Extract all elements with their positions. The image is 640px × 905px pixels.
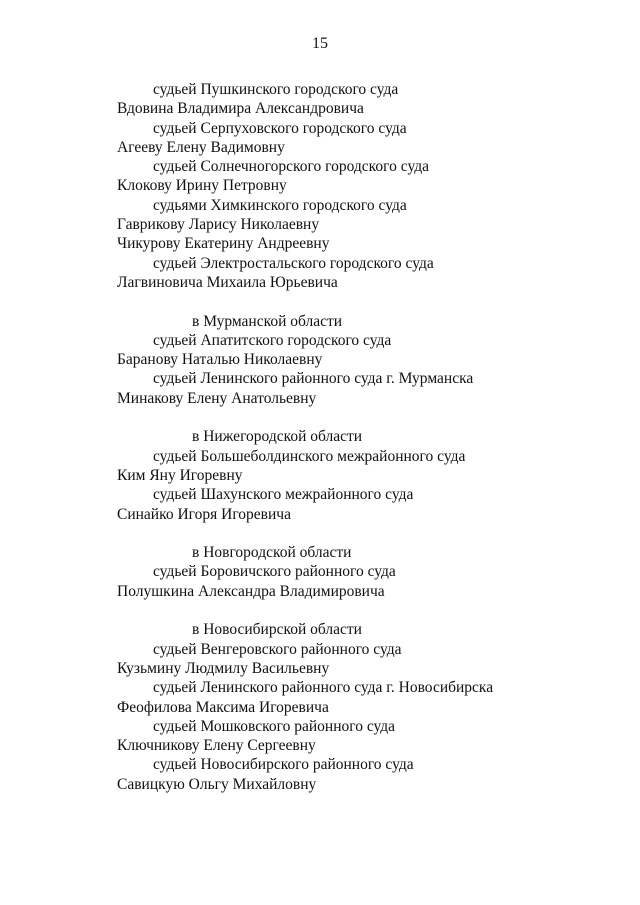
court-appointment-line: судьей Боровичского районного суда xyxy=(153,563,396,581)
blank-line xyxy=(0,601,640,620)
court-appointment-line: судьями Химкинского городского суда xyxy=(153,196,407,214)
judge-name-line: Ключникову Елену Сергеевну xyxy=(117,737,316,755)
court-appointment-line: судьей Новосибирского районного суда xyxy=(153,756,414,774)
court-appointment-line: судьей Ленинского районного суда г. Мурманска xyxy=(153,370,474,388)
court-appointment-line: судьей Электростальского городского суда xyxy=(153,254,434,272)
judge-name-line: Минакову Елену Анатольевну xyxy=(117,389,317,407)
blank-line xyxy=(0,408,640,427)
judge-name-line: Гаврикову Ларису Николаевну xyxy=(117,216,320,234)
judge-name-line: Полушкина Александра Владимировича xyxy=(117,582,385,600)
court-appointment-line: судьей Пушкинского городского суда xyxy=(153,81,399,98)
court-appointment-line: судьей Серпуховского городского суда xyxy=(153,119,407,137)
appointment-list xyxy=(0,80,640,794)
judge-name-line: Чикурову Екатерину Андреевну xyxy=(117,235,330,253)
court-appointment-line: судьей Шахунского межрайонного суда xyxy=(153,486,414,504)
region-heading: в Новгородской области xyxy=(192,544,352,562)
court-appointment-line: судьей Солнечногорского городского суда xyxy=(153,158,429,176)
page-number: 15 xyxy=(312,35,328,52)
court-appointment-line: судьей Апатитского городского суда xyxy=(153,331,392,349)
judge-name-line: Ким Яну Игоревну xyxy=(117,466,243,484)
judge-name-line: Савицкую Ольгу Михайловну xyxy=(117,775,317,793)
blank-line xyxy=(0,292,640,311)
blank-line xyxy=(0,524,640,543)
judge-name-line: Лагвиновича Михаила Юрьевича xyxy=(117,273,338,291)
court-appointment-line: судьей Ленинского районного суда г. Новосибирска xyxy=(153,679,494,697)
judge-name-line: Кузьмину Людмилу Васильевну xyxy=(117,659,330,677)
court-appointment-line: судьей Венгеровского районного суда xyxy=(153,640,402,658)
judge-name-line: Феофилова Максима Игоревича xyxy=(117,698,329,716)
region-heading: в Мурманской области xyxy=(192,312,343,330)
region-heading: в Нижегородской области xyxy=(192,428,363,446)
judge-name-line: Баранову Наталью Николаевну xyxy=(117,351,323,369)
region-heading: в Новосибирской области xyxy=(192,621,362,639)
judge-name-line: Клокову Ирину Петровну xyxy=(117,177,287,195)
court-appointment-line: судьей Мошковского районного суда xyxy=(153,717,396,735)
judge-name-line: Вдовина Владимира Александровича xyxy=(117,100,364,118)
court-appointment-line: судьей Большеболдинского межрайонного суда xyxy=(153,447,466,465)
judge-name-line: Синайко Игоря Игоревича xyxy=(117,505,291,523)
judge-name-line: Агееву Елену Вадимовну xyxy=(117,138,285,156)
